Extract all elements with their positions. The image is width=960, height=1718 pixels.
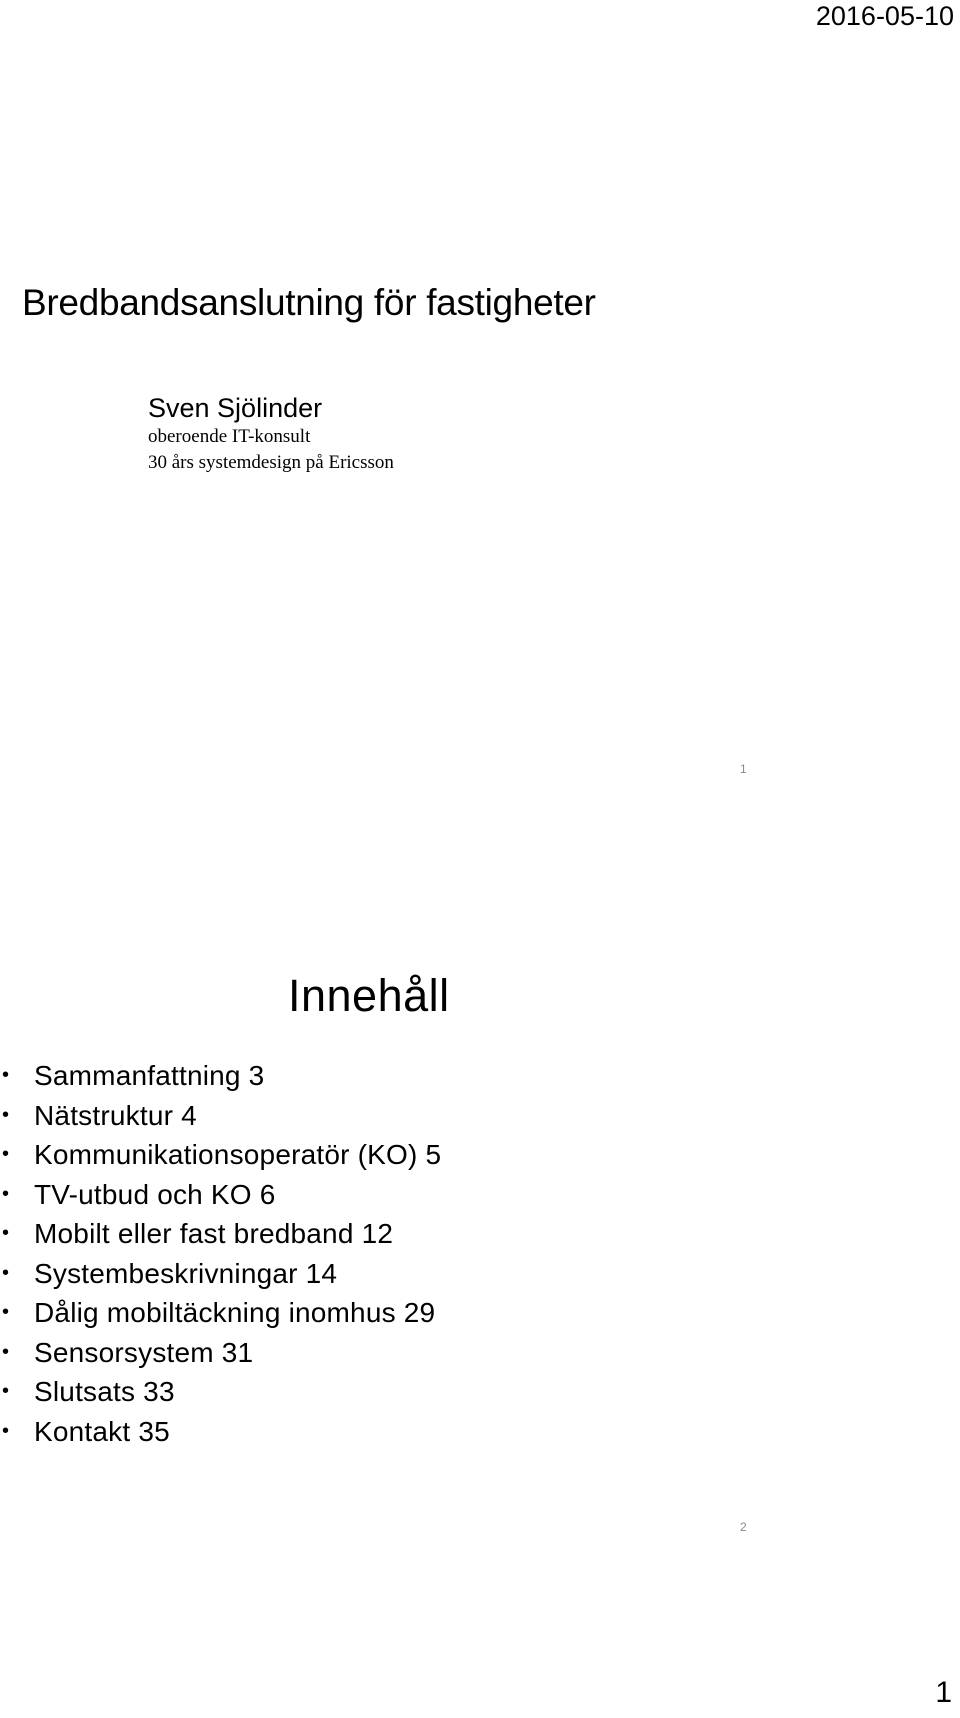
bullet-icon: • bbox=[2, 1064, 10, 1086]
bullet-icon: • bbox=[2, 1419, 10, 1442]
page-date: 2016-05-10 bbox=[815, 1, 954, 31]
slide-number: 2 bbox=[740, 1520, 747, 1534]
slide-title: Bredbandsanslutning för fastigheter bbox=[22, 282, 596, 323]
toc-entry: Systembeskrivningar 14 bbox=[34, 1257, 338, 1289]
presenter-role: oberoende IT-konsult bbox=[148, 426, 311, 448]
page-number: 1 bbox=[935, 1676, 952, 1709]
list-item bbox=[0, 1056, 441, 1096]
presenter-experience: 30 års systemdesign på Ericsson bbox=[148, 452, 394, 474]
list-item bbox=[0, 1372, 441, 1412]
list-item bbox=[0, 1412, 441, 1452]
toc-entry: Sammanfattning 3 bbox=[34, 1060, 265, 1091]
bullet-icon: • bbox=[2, 1143, 10, 1165]
bullet-icon: • bbox=[2, 1261, 10, 1284]
list-item bbox=[0, 1333, 441, 1373]
bullet-icon: • bbox=[2, 1222, 10, 1244]
slide-number: 1 bbox=[740, 762, 747, 776]
toc-entry: Kommunikationsoperatör (KO) 5 bbox=[34, 1139, 442, 1170]
toc-entry: TV-utbud och KO 6 bbox=[34, 1178, 276, 1210]
bullet-icon: • bbox=[2, 1380, 10, 1402]
table-of-contents bbox=[0, 1056, 441, 1451]
slide-title: Innehåll bbox=[288, 970, 450, 1021]
list-item bbox=[0, 1135, 441, 1175]
toc-entry: Sensorsystem 31 bbox=[34, 1336, 254, 1368]
bullet-icon: • bbox=[2, 1301, 10, 1323]
bullet-icon: • bbox=[2, 1182, 10, 1205]
toc-entry: Dålig mobiltäckning inomhus 29 bbox=[34, 1297, 436, 1328]
presenter-block bbox=[148, 392, 394, 476]
toc-entry: Kontakt 35 bbox=[34, 1415, 170, 1447]
list-item bbox=[0, 1096, 441, 1136]
presenter-name: Sven Sjölinder bbox=[148, 393, 323, 423]
toc-entry: Mobilt eller fast bredband 12 bbox=[34, 1218, 394, 1249]
list-item bbox=[0, 1214, 441, 1254]
list-item bbox=[0, 1254, 441, 1294]
toc-entry: Nätstruktur 4 bbox=[34, 1099, 197, 1131]
bullet-icon: • bbox=[2, 1103, 10, 1126]
list-item bbox=[0, 1175, 441, 1215]
list-item bbox=[0, 1293, 441, 1333]
toc-entry: Slutsats 33 bbox=[34, 1376, 175, 1407]
bullet-icon: • bbox=[2, 1340, 10, 1363]
